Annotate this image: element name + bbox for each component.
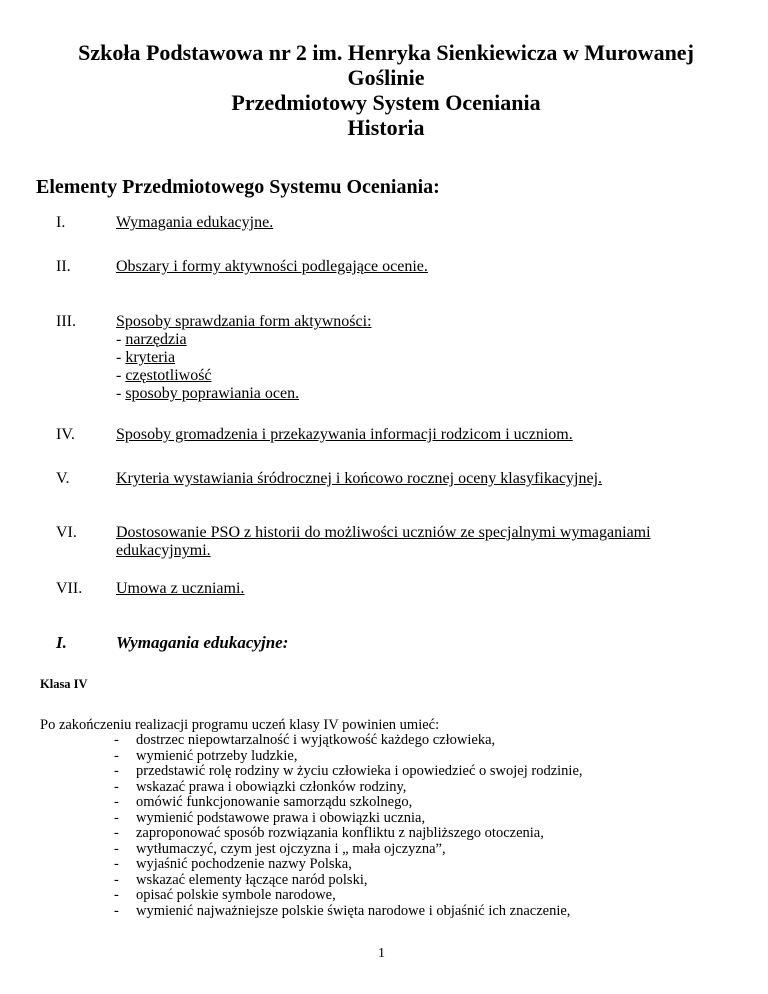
list-item-text: opisać polskie symbole narodowe, xyxy=(136,887,336,903)
dash: - xyxy=(116,349,126,366)
dash: - xyxy=(114,902,119,919)
dash: - xyxy=(114,732,119,748)
toc-link-czestotliwosc[interactable]: częstotliwość xyxy=(125,367,212,384)
toc-vi-block xyxy=(116,524,651,560)
dash: - xyxy=(116,367,126,384)
list-item xyxy=(114,795,583,811)
toc-number: II. xyxy=(56,258,71,275)
part-title: Wymagania edukacyjne: xyxy=(116,633,289,652)
list-item-text: omówić funkcjonowanie samorządu szkolnego, xyxy=(136,794,413,810)
list-item xyxy=(114,888,583,904)
list-item xyxy=(114,764,583,780)
toc-sub-item xyxy=(116,331,372,349)
list-item xyxy=(114,857,583,873)
list-item-text: zaproponować sposób rozwiązania konfliktu z najbliższego otoczenia, xyxy=(136,825,544,841)
list-item xyxy=(114,842,583,858)
toc-sub-item xyxy=(116,349,372,367)
dash: - xyxy=(114,856,119,872)
toc-sub-item xyxy=(116,385,372,403)
dash: - xyxy=(114,763,119,779)
toc-sub-item xyxy=(116,367,372,385)
toc-link-sposoby-poprawiania[interactable]: sposoby poprawiania ocen. xyxy=(125,385,300,402)
list-item-text: wyjaśnić pochodzenie nazwy Polska, xyxy=(136,856,352,872)
toc-link-umowa[interactable]: Umowa z uczniami. xyxy=(116,580,245,597)
intro-text: Po zakończeniu realizacji programu uczeń klasy IV powinien umieć: xyxy=(40,717,440,733)
dash: - xyxy=(114,809,119,826)
list-item-text: przedstawić rolę rodziny w życiu człowieka i opowiedzieć o swojej rodzinie, xyxy=(136,763,583,779)
list-item-text: wskazać prawa i obowiązki członków rodziny, xyxy=(136,778,407,795)
toc-number: IV. xyxy=(56,426,75,443)
list-item xyxy=(114,811,583,827)
toc-link-kryteria-wystawiania[interactable]: Kryteria wystawiania śródrocznej i końcowo rocznej oceny klasyfikacyjnej. xyxy=(116,470,603,487)
list-item xyxy=(114,904,583,920)
list-item-text: dostrzec niepowtarzalność i wyjątkowość każdego człowieka, xyxy=(136,732,496,748)
list-item xyxy=(114,826,583,842)
dash: - xyxy=(114,747,119,764)
dash: - xyxy=(114,840,119,857)
dash: - xyxy=(114,778,119,795)
list-item xyxy=(114,873,583,889)
list-item-text: wymienić najważniejsze polskie święta narodowe i objaśnić ich znaczenie, xyxy=(136,902,571,919)
list-item-text: wymienić podstawowe prawa i obowiązki ucznia, xyxy=(136,809,426,826)
dash: - xyxy=(114,871,119,888)
dash: - xyxy=(114,825,119,841)
toc-link-wymagania[interactable]: Wymagania edukacyjne. xyxy=(116,214,274,231)
toc-link-obszary[interactable]: Obszary i formy aktywności podlegające ocenie. xyxy=(116,258,428,275)
toc-link-sposoby-gromadzenia[interactable]: Sposoby gromadzenia i przekazywania informacji rodzicom i uczniom. xyxy=(116,426,573,443)
list-item-text: wymienić potrzeby ludzkie, xyxy=(136,747,298,764)
dash: - xyxy=(114,794,119,810)
toc-number: VI. xyxy=(56,524,77,541)
elements-heading: Elementy Przedmiotowego Systemu Oceniania: xyxy=(36,176,440,198)
dash: - xyxy=(116,385,126,402)
class-label: Klasa IV xyxy=(40,677,88,691)
toc-number: V. xyxy=(56,470,70,487)
list-item xyxy=(114,780,583,796)
title-line-2: Goślinie xyxy=(347,65,425,90)
toc-link-kryteria[interactable]: kryteria xyxy=(125,349,176,366)
toc-number: VII. xyxy=(56,580,83,597)
toc-number: III. xyxy=(56,313,76,330)
document-title xyxy=(36,40,736,140)
toc-link-sposoby-sprawdzania[interactable]: Sposoby sprawdzania form aktywności: xyxy=(116,313,372,330)
title-line-3: Przedmiotowy System Oceniania xyxy=(231,90,541,115)
list-item xyxy=(114,733,583,749)
toc-link-dostosowanie[interactable]: Dostosowanie PSO z historii do możliwości uczniów ze specjalnymi wymaganiami xyxy=(116,524,651,541)
toc-link-narzedzia[interactable]: narzędzia xyxy=(125,331,187,348)
part-number: I. xyxy=(56,633,67,652)
title-line-4: Historia xyxy=(347,115,425,140)
title-line-1: Szkoła Podstawowa nr 2 im. Henryka Sienkiewicza w Murowanej xyxy=(78,40,694,65)
toc-number: I. xyxy=(56,214,66,231)
list-item-text: wskazać elementy łączące naród polski, xyxy=(136,871,368,888)
dash: - xyxy=(116,331,126,348)
list-item xyxy=(114,749,583,765)
dash: - xyxy=(114,887,119,903)
list-item-text: wytłumaczyć, czym jest ojczyzna i „ mała ojczyzna”, xyxy=(136,840,446,857)
toc-iii-block xyxy=(116,313,372,403)
requirements-list xyxy=(114,733,583,919)
page-number: 1 xyxy=(378,946,385,961)
toc-link-dostosowanie-cont[interactable]: edukacyjnymi. xyxy=(116,542,211,559)
